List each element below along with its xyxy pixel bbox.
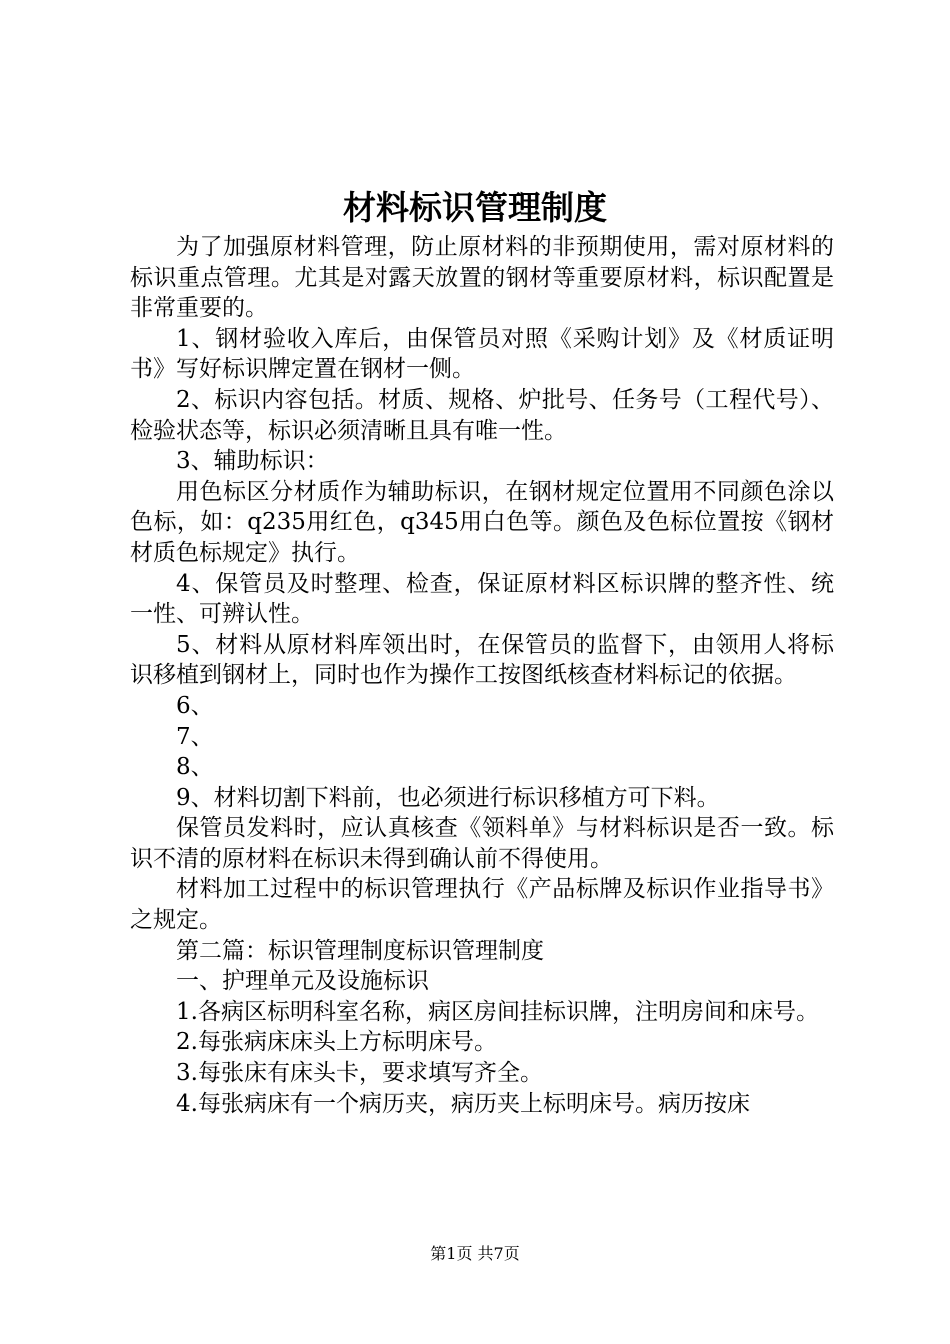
paragraph-ward-3: 3.每张床有床头卡，要求填写齐全。: [176, 1060, 543, 1087]
paragraph-item-1: 1、钢材验收入库后，由保管员对照《采购计划》及《材质证明书》写好标识牌定置在钢材一侧。: [130, 325, 834, 383]
paragraph-ward-1: 1.各病区标明科室名称，病区房间挂标识牌，注明房间和床号。: [176, 998, 819, 1025]
paragraph-item-4: 4、保管员及时整理、检查，保证原材料区标识牌的整齐性、统一性、可辨认性。: [130, 570, 834, 628]
paragraph-item-7: 7、: [176, 723, 214, 750]
paragraph-processing: 材料加工过程中的标识管理执行《产品标牌及标识作业指导书》之规定。: [130, 876, 834, 934]
paragraph-item-3: 3、辅助标识：: [176, 448, 329, 475]
paragraph-item-5: 5、材料从原材料库领出时，在保管员的监督下，由领用人将标识移植到钢材上，同时也作为操作工按图纸核查材料标记的依据。: [130, 631, 834, 689]
paragraph-intro: 为了加强原材料管理，防止原材料的非预期使用，需对原材料的标识重点管理。尤其是对露天放置的钢材等重要原材料，标识配置是非常重要的。: [130, 234, 834, 322]
paragraph-item-9: 9、材料切割下料前，也必须进行标识移植方可下料。: [176, 784, 720, 811]
paragraph-item-6: 6、: [176, 692, 214, 719]
page-title: 材料标识管理制度: [343, 188, 607, 227]
section-heading: 第二篇：标识管理制度标识管理制度: [176, 937, 544, 964]
paragraph-ward-2: 2.每张病床床头上方标明床号。: [176, 1029, 497, 1056]
paragraph-ward-4: 4.每张病床有一个病历夹，病历夹上标明床号。病历按床: [176, 1090, 750, 1117]
document-body: [130, 232, 834, 1119]
page-number: 第1页 共7页: [430, 1244, 520, 1263]
paragraph-item-2: 2、标识内容包括。材质、规格、炉批号、任务号（工程代号）、检验状态等，标识必须清晰且具有唯一性。: [130, 386, 834, 444]
paragraph-issuing: 保管员发料时，应认真核查《领料单》与材料标识是否一致。标识不清的原材料在标识未得到确认前不得使用。: [130, 815, 834, 872]
paragraph-color-marking: 用色标区分材质作为辅助标识，在钢材规定位置用不同颜色涂以色标，如：q235用红色，q345用白色等。颜色及色标位置按《钢材材质色标规定》执行。: [130, 478, 834, 566]
subsection-heading: 一、护理单元及设施标识: [176, 968, 429, 995]
paragraph-item-8: 8、: [176, 754, 214, 781]
